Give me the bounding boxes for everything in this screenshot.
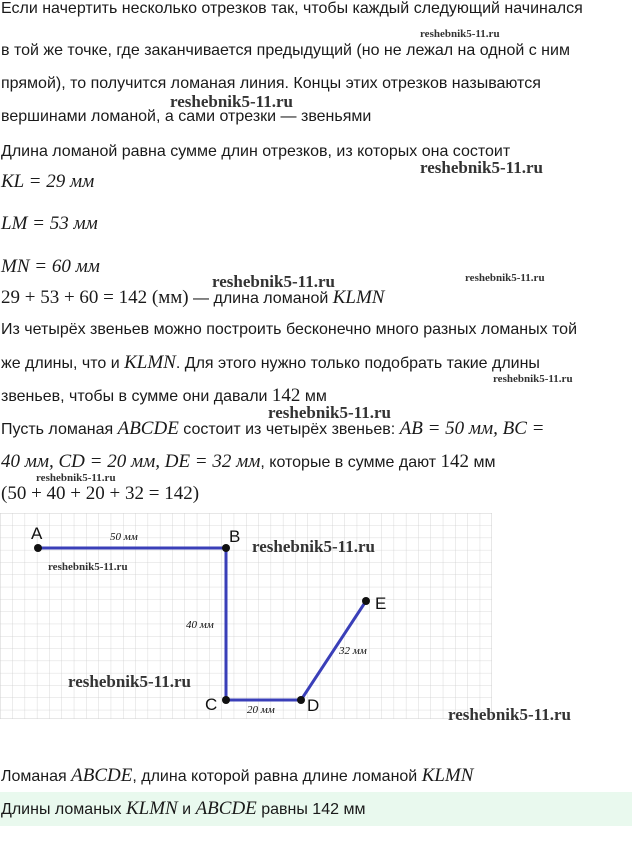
sum-expression: 29 + 53 + 60 = 142 (мм) xyxy=(1,287,189,308)
watermark: reshebnik5-11.ru xyxy=(170,92,293,111)
text-span: , длина которой равна длине ломаной xyxy=(132,768,422,785)
watermark: reshebnik5-11.ru xyxy=(48,561,128,573)
math-span: AB = 50 мм, BC = xyxy=(399,418,545,439)
sum-check: (50 + 40 + 20 + 32 = 142) xyxy=(1,483,200,504)
text-span: Пусть ломаная xyxy=(1,421,118,438)
watermark: reshebnik5-11.ru xyxy=(448,705,571,724)
text-span: Длины ломаных xyxy=(1,801,126,818)
polyline-name: ABCDE xyxy=(195,798,257,819)
polyline-name: ABCDE xyxy=(117,418,179,439)
text-span: звеньев, чтобы в сумме они давали xyxy=(1,388,272,405)
polyline-name: KLMN xyxy=(421,765,474,786)
vertex-d xyxy=(297,696,305,704)
text-span: Ломаная xyxy=(1,768,72,785)
text-span: же длины, что и xyxy=(1,355,125,372)
sum-text: — длина ломаной xyxy=(188,290,333,307)
watermark: reshebnik5-11.ru xyxy=(68,672,191,691)
polyline-name: KLMN xyxy=(124,352,176,373)
polyline-name: KLMN xyxy=(125,798,178,819)
paragraph-line xyxy=(1,451,496,473)
label-e: E xyxy=(375,594,387,613)
segment-de-length: 32 мм xyxy=(339,645,367,657)
watermark: reshebnik5-11.ru xyxy=(493,373,573,385)
paragraph-line: Если начертить несколько отрезков так, чтобы каждый следующий начинался xyxy=(1,0,583,17)
watermark: reshebnik5-11.ru xyxy=(212,272,335,291)
segment-ab-length: 50 мм xyxy=(110,531,138,543)
text-span: и xyxy=(177,801,196,818)
equation-mn: MN = 60 мм xyxy=(1,256,100,277)
watermark: reshebnik5-11.ru xyxy=(36,472,116,484)
math-span: 40 мм, CD = 20 мм, DE = 32 мм xyxy=(1,451,261,472)
vertex-c xyxy=(222,696,230,704)
watermark: reshebnik5-11.ru xyxy=(252,537,375,556)
segment-cd-length: 20 мм xyxy=(247,704,275,716)
text-span: состоит из четырёх звеньев: xyxy=(178,421,400,438)
label-b: B xyxy=(229,527,241,546)
equation-lm: LM = 53 мм xyxy=(1,213,98,234)
vertex-a xyxy=(34,544,42,552)
paragraph-line xyxy=(1,352,540,374)
paragraph-line: Длина ломаной равна сумме длин отрезков, из которых она состоит xyxy=(1,143,511,160)
segment-bc-length: 40 мм xyxy=(186,619,214,631)
text-span: мм xyxy=(300,388,327,405)
text-span: равны 142 мм xyxy=(256,801,366,818)
label-c: C xyxy=(205,695,218,714)
text-span: мм xyxy=(469,454,496,471)
answer-line xyxy=(1,798,365,820)
polyline-name: ABCDE xyxy=(71,765,133,786)
answer-box xyxy=(0,792,632,826)
watermark: reshebnik5-11.ru xyxy=(420,28,500,40)
paragraph-line: прямой), то получится ломаная линия. Концы этих отрезков называются xyxy=(1,75,541,92)
text-span: . Для этого нужно только подобрать такие длины xyxy=(175,355,540,372)
number: 142 xyxy=(271,385,301,406)
number: 142 xyxy=(440,451,470,472)
watermark: reshebnik5-11.ru xyxy=(465,272,545,284)
watermark: reshebnik5-11.ru xyxy=(268,403,391,422)
sum-polyline-name: KLMN xyxy=(332,287,385,308)
paragraph-line: в той же точке, где заканчивается предыдущий (но не лежал на одной с ним xyxy=(1,42,570,59)
text-span: , которые в сумме дают xyxy=(260,454,441,471)
vertex-e xyxy=(362,597,370,605)
label-a: A xyxy=(31,524,43,543)
paragraph-line: вершинами ломаной, а сами отрезки — звеньями xyxy=(1,108,372,125)
label-d: D xyxy=(307,696,320,715)
equation-kl: KL = 29 мм xyxy=(1,171,95,192)
paragraph-line: Из четырёх звеньев можно построить бесконечно много разных ломаных той xyxy=(1,321,578,338)
conclusion-line xyxy=(1,765,473,787)
watermark: reshebnik5-11.ru xyxy=(420,158,543,177)
